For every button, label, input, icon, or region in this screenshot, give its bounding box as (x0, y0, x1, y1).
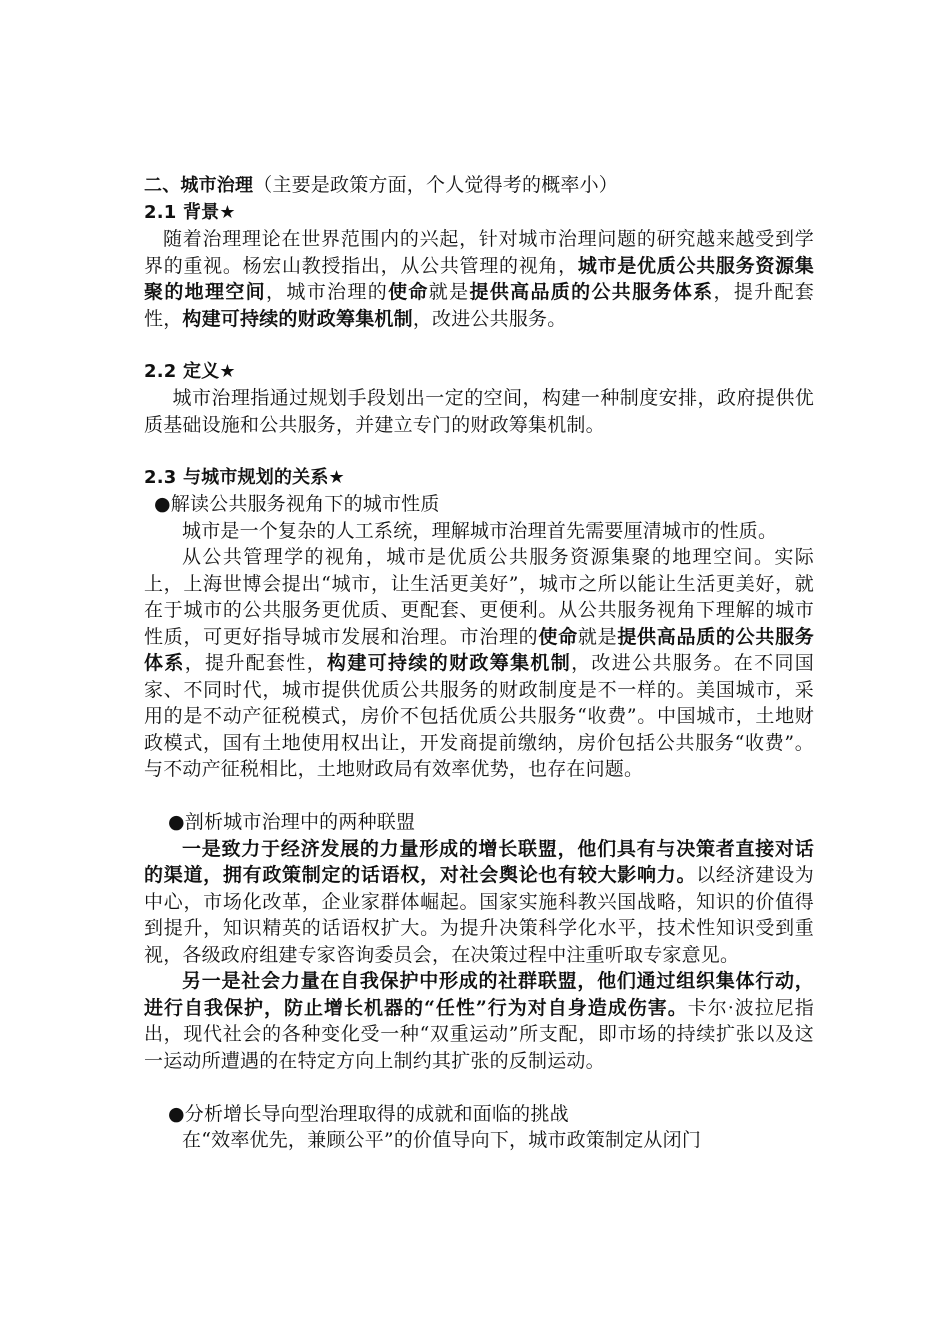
blank-line (144, 1074, 814, 1101)
paragraph-community-alliance: 另一是社会力量在自我保护中形成的社群联盟，他们通过组织集体行动，进行自我保护，防止增长机器的“任性”行为对自身造成伤害。卡尔·波拉尼指出，现代社会的各种变化受一种“双重运动”所支配，即市场的持续扩张以及这一运动所遭遇的在特定方向上制约其扩张的反制运动。 (144, 970, 814, 1072)
paragraph-urban-nature-2: 从公共管理学的视角，城市是优质公共服务资源集聚的地理空间。实际上，上海世博会提出“城市，让生活更美好”，城市之所以能让生活更美好，就在于城市的公共服务更优质、更配套、更便利。从公共服务视角下理解的城市性质，可更好指导城市发展和治理。市治理的使命就是提供高品质的公共服务体系，提升配套性，构建可持续的财政筹集机制，改进公共服务。在不同国家、不同时代，城市提供优质公共服务的财政制度是不一样的。美国城市，采用的是不动产征税模式，房价不包括优质公共服务“收费”。中国城市，土地财政模式，国有土地使用权出让，开发商提前缴纳，房价包括公共服务“收费”。与不动产征税相比，土地财政局有效率优势，也存在问题。 (144, 546, 814, 780)
section-title-text: 二、城市治理 (144, 175, 254, 196)
paragraph-growth-alliance: 一是致力于经济发展的力量形成的增长联盟，他们具有与决策者直接对话的渠道，拥有政策制定的话语权，对社会舆论也有较大影响力。以经济建设为中心，市场化改革，企业家群体崛起。国家实施科教兴国战略，知识的价值得到提升，知识精英的话语权扩大。为提升决策科学化水平，技术性知识受到重视，各级政府组建专家咨询委员会，在决策过程中注重听取专家意见。 (144, 837, 814, 966)
paragraph-background: 随着治理理论在世界范围内的兴起，针对城市治理问题的研究越来越受到学界的重视。杨宏山教授指出，从公共管理的视角，城市是优质公共服务资源集聚的地理空间，城市治理的使命就是提供高品质的公共服务体系，提升配套性，构建可持续的财政筹集机制，改进公共服务。 (144, 228, 815, 330)
section-title-note: （主要是政策方面，个人觉得考的概率小） (253, 174, 619, 196)
bullet-growth-governance: ●分析增长导向型治理取得的成就和面临的挑战 (168, 1102, 569, 1125)
document-body (144, 172, 814, 1154)
paragraph-growth-governance: 在“效率优先，兼顾公平”的价值导向下，城市政策制定从闭门 (182, 1129, 702, 1151)
heading-2-1: 2.1 背景★ (144, 201, 236, 223)
bullet-two-alliances: ●剖析城市治理中的两种联盟 (168, 811, 416, 833)
heading-2-3: 2.3 与城市规划的关系★ (144, 466, 345, 488)
blank-line (144, 332, 814, 359)
paragraph-urban-nature-1: 城市是一个复杂的人工系统，理解城市治理首先需要厘清城市的性质。 (182, 519, 778, 542)
blank-line (144, 783, 814, 810)
blank-line (144, 438, 814, 465)
bullet-urban-nature: ●解读公共服务视角下的城市性质 (154, 493, 440, 515)
paragraph-definition: 城市治理指通过规划手段划出一定的空间，构建一种制度安排，政府提供优质基础设施和公共服务，并建立专门的财政筹集机制。 (144, 387, 814, 436)
heading-2-2: 2.2 定义★ (144, 360, 236, 382)
section-title (144, 172, 814, 200)
